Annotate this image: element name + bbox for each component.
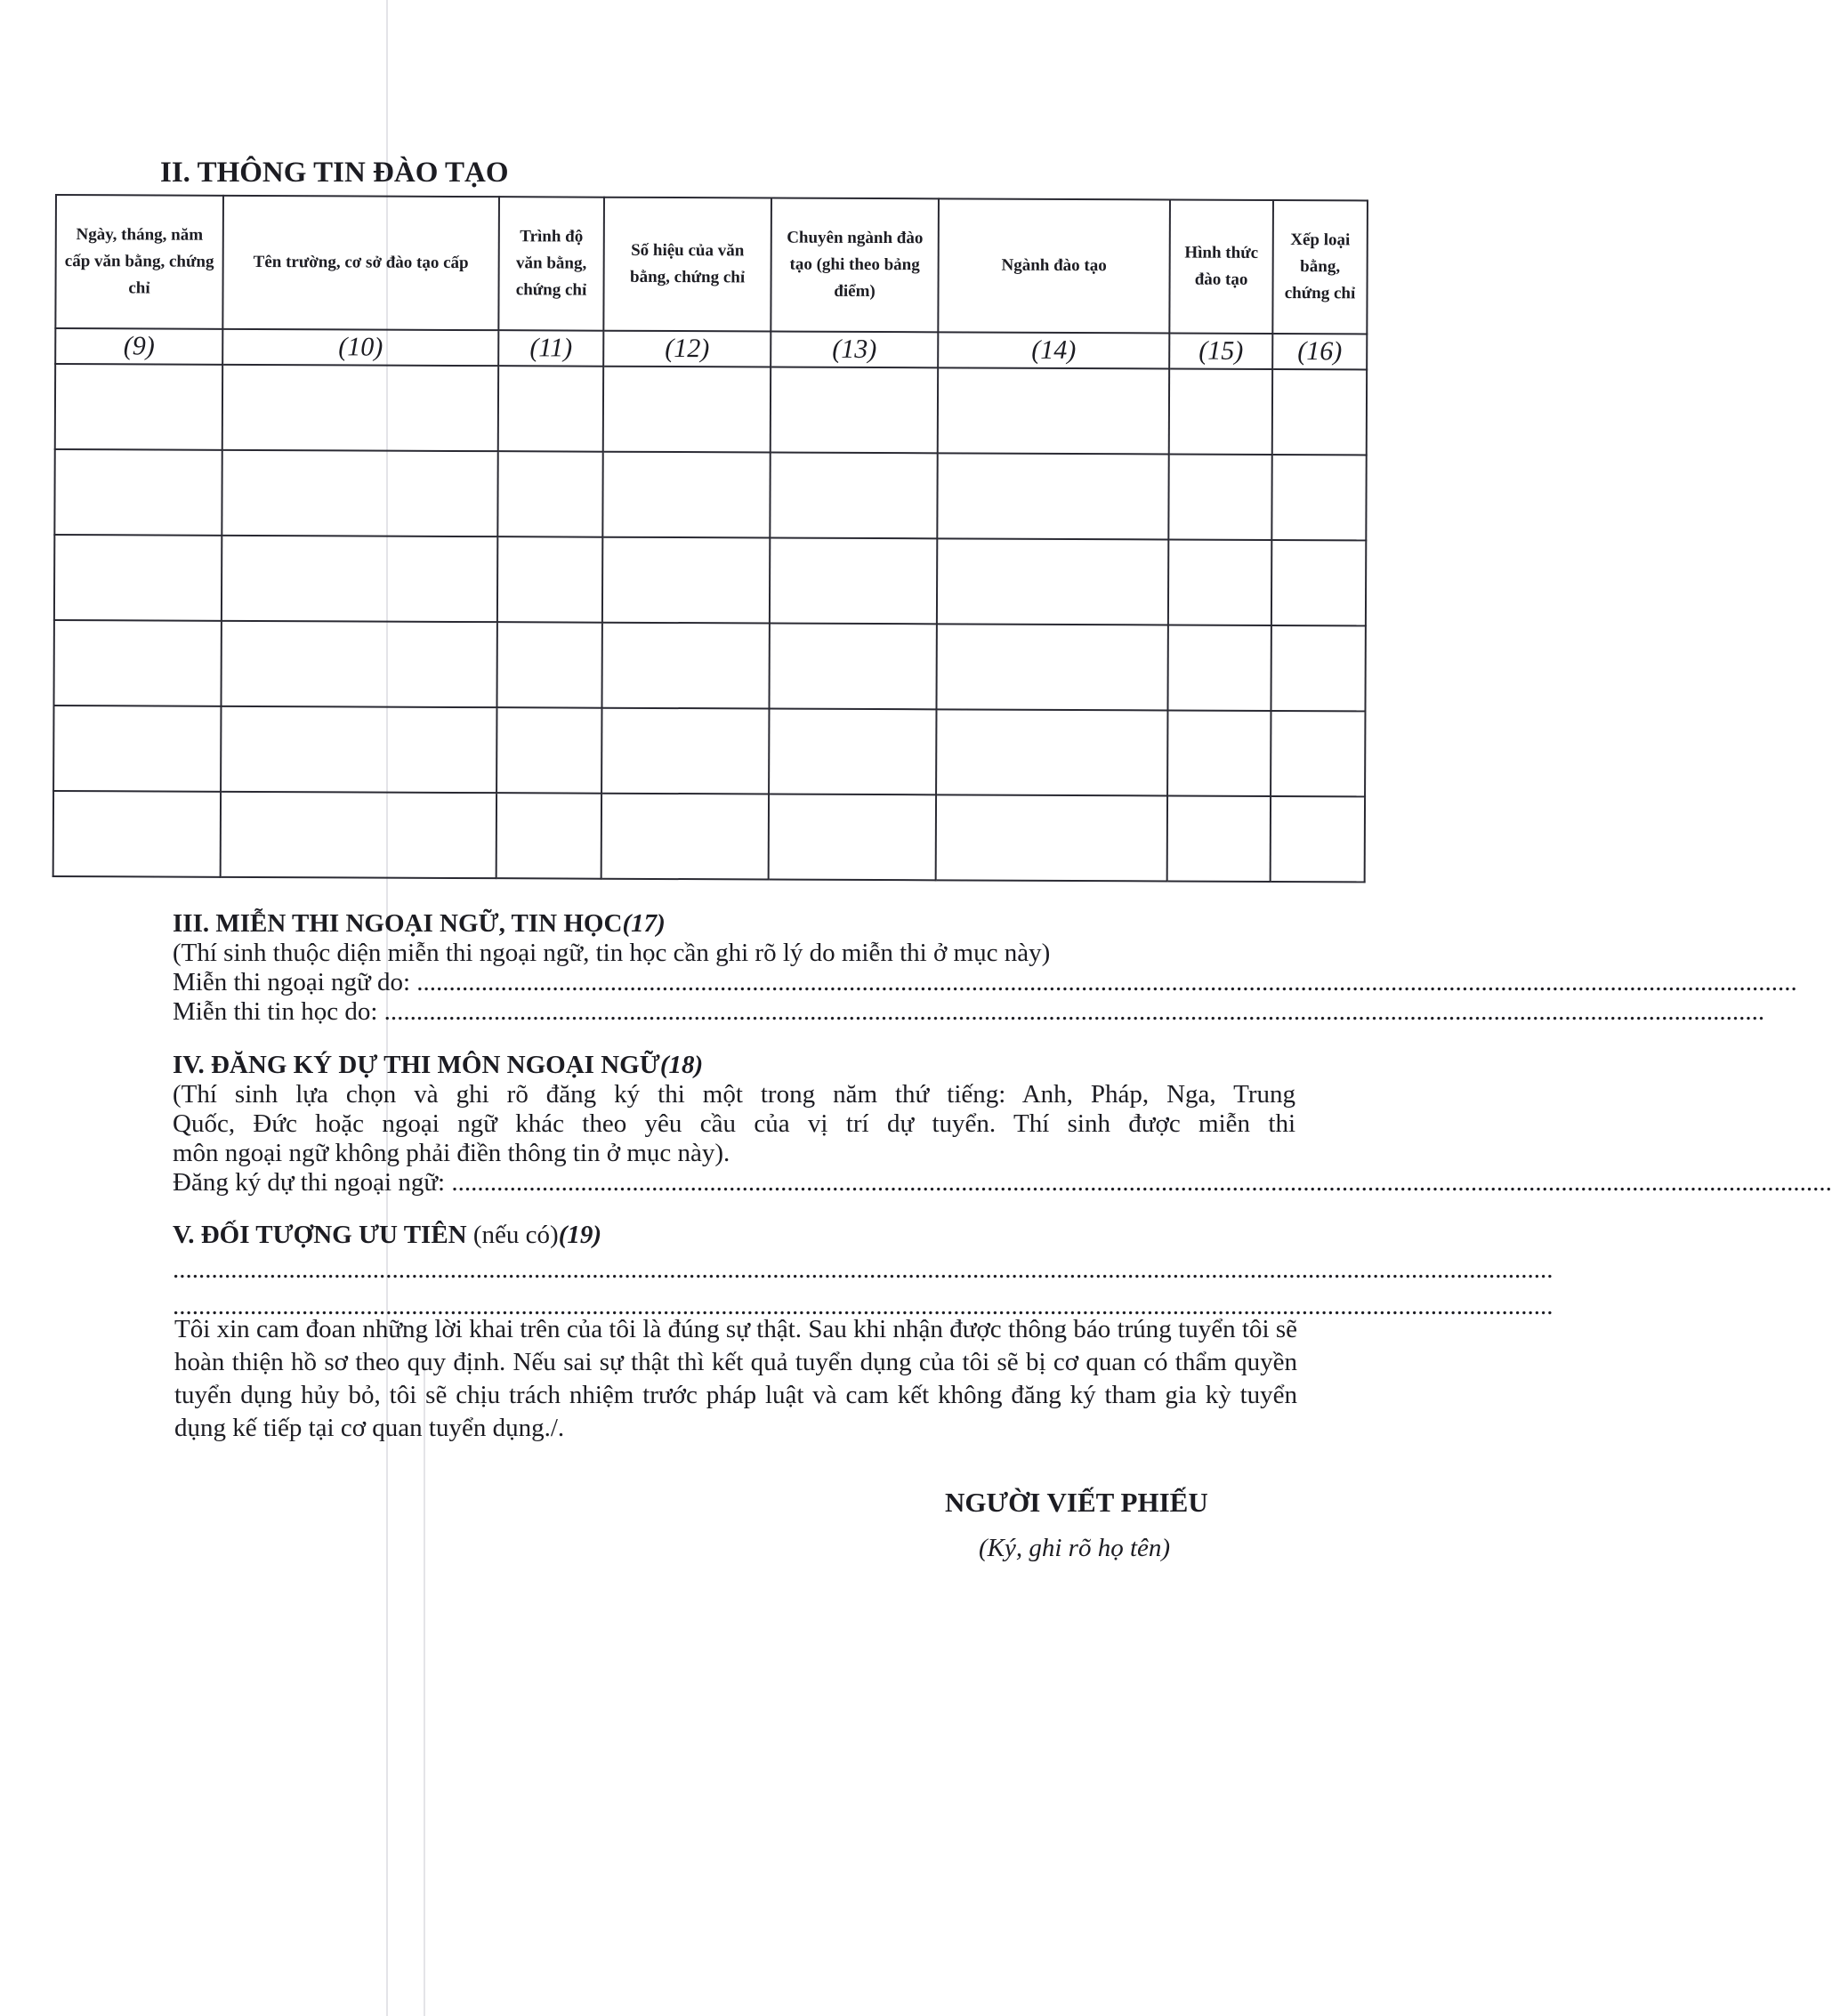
table-cell[interactable]: [1271, 540, 1366, 625]
table-cell[interactable]: [936, 709, 1167, 795]
column-number: (10): [222, 329, 498, 366]
table-cell[interactable]: [497, 451, 602, 537]
table-cell[interactable]: [603, 367, 771, 453]
paper-fold-line: [424, 1370, 425, 2016]
table-cell[interactable]: [222, 450, 497, 536]
column-number: (15): [1169, 333, 1272, 369]
table-cell[interactable]: [938, 367, 1169, 454]
section-exemption-title: III. MIỄN THI NGOẠI NGỮ, TIN HỌC(17): [173, 909, 666, 938]
table-cell[interactable]: [221, 792, 496, 878]
table-cell[interactable]: [55, 364, 222, 450]
column-header: Tên trường, cơ sở đào tạo cấp: [222, 196, 499, 330]
dotted-fill: ......................................................................................................................................................................................................................: [416, 968, 1797, 996]
table-cell[interactable]: [1169, 368, 1272, 455]
signature-note: (Ký, ghi rõ họ tên): [979, 1534, 1171, 1562]
section-priority: [173, 1221, 1554, 1321]
table-cell[interactable]: [497, 536, 602, 623]
table-cell[interactable]: [936, 794, 1167, 881]
column-number: (13): [771, 332, 938, 368]
dotted-fill: ......................................................................................................................................................................................................................: [383, 997, 1765, 1026]
table-cell[interactable]: [771, 367, 938, 454]
table-cell[interactable]: [1271, 796, 1365, 882]
table-cell[interactable]: [769, 709, 936, 795]
dotted-fill: ......................................................................................................................................................................................................................: [451, 1168, 1832, 1197]
table-cell[interactable]: [496, 622, 601, 708]
table-cell[interactable]: [601, 623, 769, 709]
table-cell[interactable]: [769, 794, 936, 881]
table-cell[interactable]: [1271, 711, 1365, 796]
column-number-row: [55, 328, 1367, 369]
section-language-instruction: (Thí sinh lựa chọn và ghi rõ đăng ký thi một trong năm thứ tiếng: Anh, Pháp, Nga, Trung: [173, 1080, 1295, 1109]
table-cell[interactable]: [769, 624, 936, 710]
column-header: Xếp loại bằng, chứng chỉ: [1272, 200, 1368, 334]
column-number: (12): [603, 331, 771, 367]
section-language-instruction: Quốc, Đức hoặc ngoại ngữ khác theo yêu cầu của vị trí dự tuyển. Thí sinh được miễn thi: [173, 1109, 1295, 1138]
informatics-exemption-field[interactable]: Miễn thi tin học do: ......................................................................................................................................................................................................................: [173, 997, 1765, 1026]
table-cell[interactable]: [1271, 625, 1365, 711]
section-priority-title: V. ĐỐI TƯỢNG ƯU TIÊN (nếu có)(19): [173, 1221, 602, 1249]
table-row: [53, 791, 1365, 882]
table-cell[interactable]: [602, 452, 770, 538]
table-cell[interactable]: [1167, 710, 1271, 796]
language-registration-field[interactable]: Đăng ký dự thi ngoại ngữ: ......................................................................................................................................................................................................................: [173, 1168, 1832, 1197]
table-cell[interactable]: [936, 624, 1167, 710]
column-header: Hình thức đào tạo: [1169, 199, 1273, 334]
column-number: (9): [55, 328, 222, 365]
table-row: [55, 364, 1367, 455]
table-row: [54, 535, 1366, 625]
table-header-row: [55, 195, 1368, 334]
table-cell[interactable]: [1272, 369, 1367, 455]
priority-field[interactable]: ......................................................................................................................................................................................................................: [173, 1255, 1554, 1284]
table-cell[interactable]: [770, 453, 937, 539]
foreign-language-exemption-field[interactable]: Miễn thi ngoại ngữ do: ......................................................................................................................................................................................................................: [173, 968, 1797, 996]
section-exemption-instruction: (Thí sinh thuộc diện miễn thi ngoại ngữ, tin học cần ghi rõ lý do miễn thi ở mục này): [173, 939, 1051, 967]
table-cell[interactable]: [1167, 625, 1271, 711]
priority-field[interactable]: ......................................................................................................................................................................................................................: [173, 1292, 1554, 1320]
table-cell[interactable]: [498, 366, 603, 452]
table-cell[interactable]: [221, 706, 496, 793]
column-number: (11): [498, 330, 603, 367]
table-cell[interactable]: [53, 620, 221, 706]
section-training-title: II. THÔNG TIN ĐÀO TẠO: [160, 157, 509, 189]
column-number: (16): [1272, 334, 1367, 369]
table-cell[interactable]: [601, 794, 769, 880]
table-cell[interactable]: [1168, 539, 1271, 625]
table-cell[interactable]: [54, 449, 222, 536]
section-language-title: IV. ĐĂNG KÝ DỰ THI MÔN NGOẠI NGỮ(18): [173, 1051, 704, 1079]
table-cell[interactable]: [602, 537, 770, 624]
column-header: Chuyên ngành đào tạo (ghi theo bảng điểm): [771, 198, 939, 333]
table-cell[interactable]: [222, 536, 497, 622]
section-exemption: [173, 909, 1797, 1027]
column-header: Ngành đào tạo: [938, 198, 1170, 333]
section-language-instruction: môn ngoại ngữ không phải điền thông tin ở mục này).: [173, 1139, 730, 1167]
table-cell[interactable]: [770, 538, 937, 625]
table-row: [54, 449, 1366, 540]
table-cell[interactable]: [221, 621, 496, 707]
section-language-registration: [173, 1050, 1832, 1197]
table-cell[interactable]: [1271, 455, 1366, 540]
table-cell[interactable]: [53, 791, 221, 877]
column-header: Trình độ văn bằng, chứng chỉ: [498, 197, 604, 331]
table-row: [53, 620, 1365, 711]
declaration-paragraph: Tôi xin cam đoan những lời khai trên của tôi là đúng sự thật. Sau khi nhận được thông báo trúng tuyển tôi sẽ hoàn thiện hồ sơ theo quy định. Nếu sai sự thật thì kết quả tuyển dụng của tôi sẽ bị cơ quan có thẩm quyền tuyển dụng hủy bỏ, tôi sẽ chịu trách nhiệm trước pháp luật và cam kết không đăng ký tham gia kỳ tuyển dụng kế tiếp tại cơ quan tuyển dụng./.: [174, 1315, 1297, 1442]
table-cell[interactable]: [601, 708, 769, 794]
table-cell[interactable]: [937, 453, 1168, 539]
table-row: [53, 706, 1365, 796]
table-cell[interactable]: [496, 707, 601, 794]
table-cell[interactable]: [937, 538, 1168, 625]
signature-title: NGƯỜI VIẾT PHIẾU: [945, 1487, 1208, 1518]
table-cell[interactable]: [1167, 795, 1271, 882]
column-header: Ngày, tháng, năm cấp văn bằng, chứng chỉ: [55, 195, 223, 329]
table-cell[interactable]: [222, 365, 498, 451]
table-cell[interactable]: [1168, 454, 1271, 540]
column-number: (14): [938, 332, 1169, 368]
table-cell[interactable]: [54, 535, 222, 621]
column-header: Số hiệu của văn bằng, chứng chỉ: [603, 198, 771, 332]
training-table: [52, 194, 1368, 883]
table-cell[interactable]: [496, 793, 601, 879]
table-cell[interactable]: [53, 706, 221, 792]
